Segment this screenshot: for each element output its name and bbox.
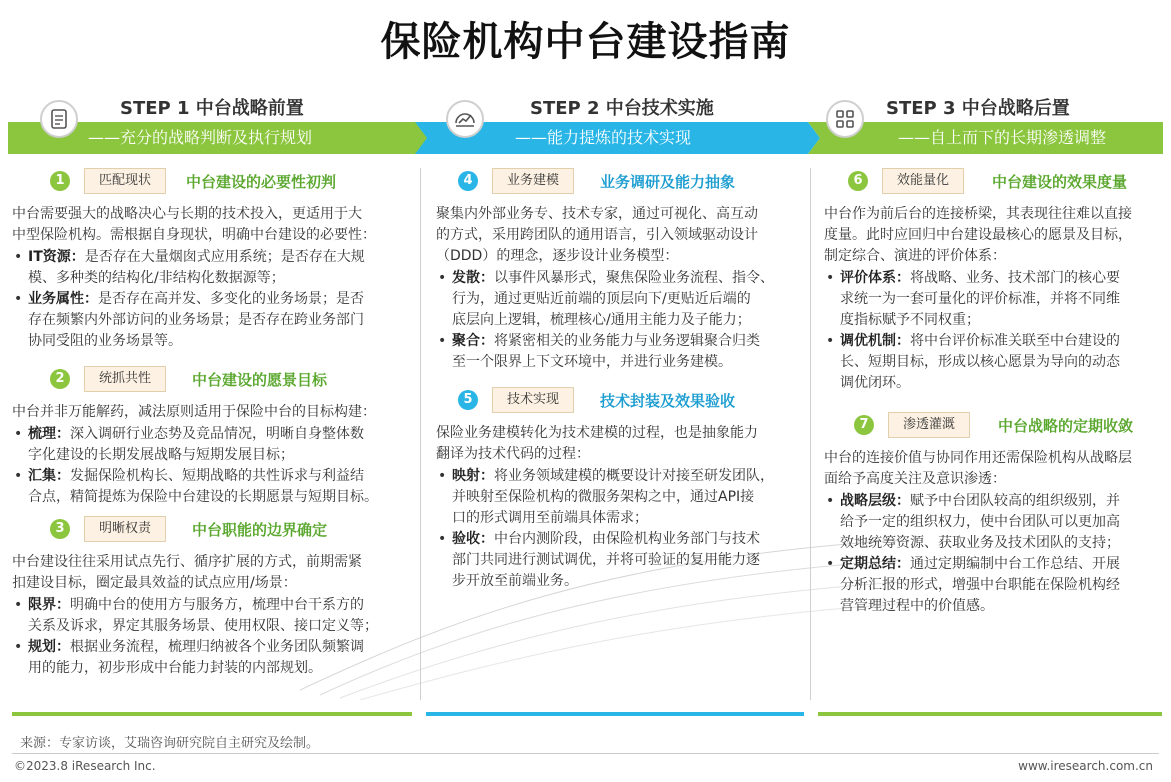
section-title: 中台建设的必要性初判 (186, 173, 337, 191)
section-tag: 明晰权责 (84, 516, 166, 542)
bullet-item: • 映射：将业务领域建模的概要设计对接至研发团队， 并映射至保险机构的微服务架构之中，通过API接 口的形式调用至前端具体需求； (436, 466, 800, 529)
section-tag: 统抓共性 (84, 366, 166, 392)
section-intro: 聚集内外部业务专、技术专家，通过可视化、高互动 的方式，采用跨团队的通用语言，引入领域驱动设计 （DDD）的理念，逐步设计业务模型： (436, 206, 758, 264)
section-header (12, 168, 412, 194)
chart-gauge-icon (446, 100, 484, 138)
bullet-item: • 调优机制：将中台评价标准关联至中台建设的 长、短期目标，形成以核心愿景为导向的动态 调优闭环。 (824, 331, 1162, 394)
section-number: 6 (848, 171, 868, 191)
section-intro: 中台并非万能解药，减法原则适用于保险中台的目标构建： (12, 404, 376, 420)
column-step-1 (12, 168, 412, 679)
bullet-item: • 战略层级：赋予中台团队较高的组织级别，并 给予一定的组织权力，使中台团队可以更加高 效地统筹资源、获取业务及技术团队的支持； (824, 491, 1162, 554)
section-title: 中台职能的边界确定 (192, 521, 328, 539)
section-intro: 中台的连接价值与协同作用还需保险机构从战略层 面给予高度关注及意识渗透： (824, 450, 1132, 487)
section-intro: 中台建设往往采用试点先行、循序扩展的方式，前期需紧 扣建设目标，圈定最具效益的试点应用/场景： (12, 554, 362, 591)
source-note: 来源：专家访谈，艾瑞咨询研究院自主研究及绘制。 (20, 736, 320, 751)
page-title: 保险机构中台建设指南 (380, 19, 791, 65)
document-icon (40, 100, 78, 138)
bullet-item: • 发散：以事件风暴形式，聚焦保险业务流程、指令、 行为，通过更贴近前端的顶层向下/更贴近后端的 底层向上逻辑，梳理核心/通用主能力及子能力； (436, 268, 800, 331)
section-title: 中台建设的愿景目标 (192, 371, 328, 389)
section-title: 中台战略的定期收敛 (998, 417, 1134, 435)
step-2-title: STEP 2 中台技术实施 (530, 98, 714, 119)
section-header (436, 387, 800, 413)
step-2-bottom-bar (426, 712, 804, 716)
section-header (436, 168, 800, 194)
website-link[interactable]: www.iresearch.com.cn (1018, 759, 1153, 773)
bullet-item: • 验收：中台内测阶段，由保险机构业务部门与技术 部门共同进行测试调优，并将可验证的复用能力逐 步开放至前端业务。 (436, 529, 800, 592)
bullet-item: • 限界：明确中台的使用方与服务方，梳理中台干系方的 关系及诉求，界定其服务场景、使用权限、接口定义等； (12, 595, 412, 637)
section-number: 7 (854, 415, 874, 435)
section-tag: 渗透灌溉 (888, 412, 970, 438)
column-step-2 (436, 168, 800, 592)
bullet-item: • 规划：根据业务流程，梳理归纳被各个业务团队频繁调 用的能力，初步形成中台能力封装的内部规划。 (12, 637, 412, 679)
section-header (824, 168, 1162, 194)
section-intro: 中台需要强大的战略决心与长期的技术投入，更适用于大 中型保险机构。需根据自身现状，明确中台建设的必要性： (12, 206, 376, 243)
column-divider (810, 168, 811, 700)
bullet-item: • 业务属性：是否存在高并发、多变化的业务场景；是否 存在频繁内外部访问的业务场景；是否存在跨业务部门 协同受阻的业务场景等。 (12, 289, 412, 352)
section-tag: 技术实现 (492, 387, 574, 413)
section-number: 2 (50, 369, 70, 389)
bullet-item: • 梳理：深入调研行业态势及竞品情况，明晰自身整体数 字化建设的长期发展战略与短期发展目标； (12, 424, 412, 466)
step-1-bottom-bar (12, 712, 412, 716)
section-tag: 效能量化 (882, 168, 964, 194)
section-number: 4 (458, 171, 478, 191)
bullet-item: • 定期总结：通过定期编制中台工作总结、开展 分析汇报的形式，增强中台职能在保险机构经 营管理过程中的价值感。 (824, 554, 1162, 617)
step-2-subtitle: ——能力提炼的技术实现 (515, 128, 692, 147)
column-divider (420, 168, 421, 700)
step-3-bottom-bar (818, 712, 1162, 716)
bullet-item: • 聚合：将紧密相关的业务能力与业务逻辑聚合归类 至一个限界上下文环境中，并进行业务建模。 (436, 331, 800, 373)
section-tag: 业务建模 (492, 168, 574, 194)
section-title: 业务调研及能力抽象 (600, 173, 736, 191)
section-title: 技术封装及效果验收 (600, 392, 736, 410)
section-tag: 匹配现状 (84, 168, 166, 194)
bullet-item: • 评价体系：将战略、业务、技术部门的核心要 求统一为一套可量化的评价标准，并将不同维 度指标赋予不同权重； (824, 268, 1162, 331)
step-3-subtitle: ——自上而下的长期渗透调整 (898, 128, 1107, 147)
section-header (12, 516, 412, 542)
section-header (12, 366, 412, 392)
section-intro: 中台作为前后台的连接桥梁，其表现往往难以直接 度量。此时应回归中台建设最核心的愿景及目标， 制定综合、演进的评价体系： (824, 206, 1132, 264)
step-3-title: STEP 3 中台战略后置 (886, 98, 1070, 119)
bullet-item: • 汇集：发掘保险机构长、短期战略的共性诉求与利益结 合点，精简提炼为保险中台建设的长期愿景与短期目标。 (12, 466, 412, 508)
step-1-title: STEP 1 中台战略前置 (120, 98, 304, 119)
section-number: 1 (50, 171, 70, 191)
section-intro: 保险业务建模转化为技术建模的过程，也是抽象能力 翻译为技术代码的过程： (436, 425, 758, 462)
section-header (824, 412, 1162, 438)
section-title: 中台建设的效果度量 (992, 173, 1128, 191)
step-1-subtitle: ——充分的战略判断及执行规划 (88, 128, 313, 147)
footer-divider (12, 753, 1159, 754)
copyright: ©2023.8 iResearch Inc. (14, 759, 156, 773)
grid-apps-icon (826, 100, 864, 138)
column-step-3 (824, 168, 1162, 617)
bullet-item: • IT资源：是否存在大量烟囱式应用系统；是否存在大规 模、多种类的结构化/非结构化数据源等； (12, 247, 412, 289)
section-number: 3 (50, 519, 70, 539)
section-number: 5 (458, 390, 478, 410)
